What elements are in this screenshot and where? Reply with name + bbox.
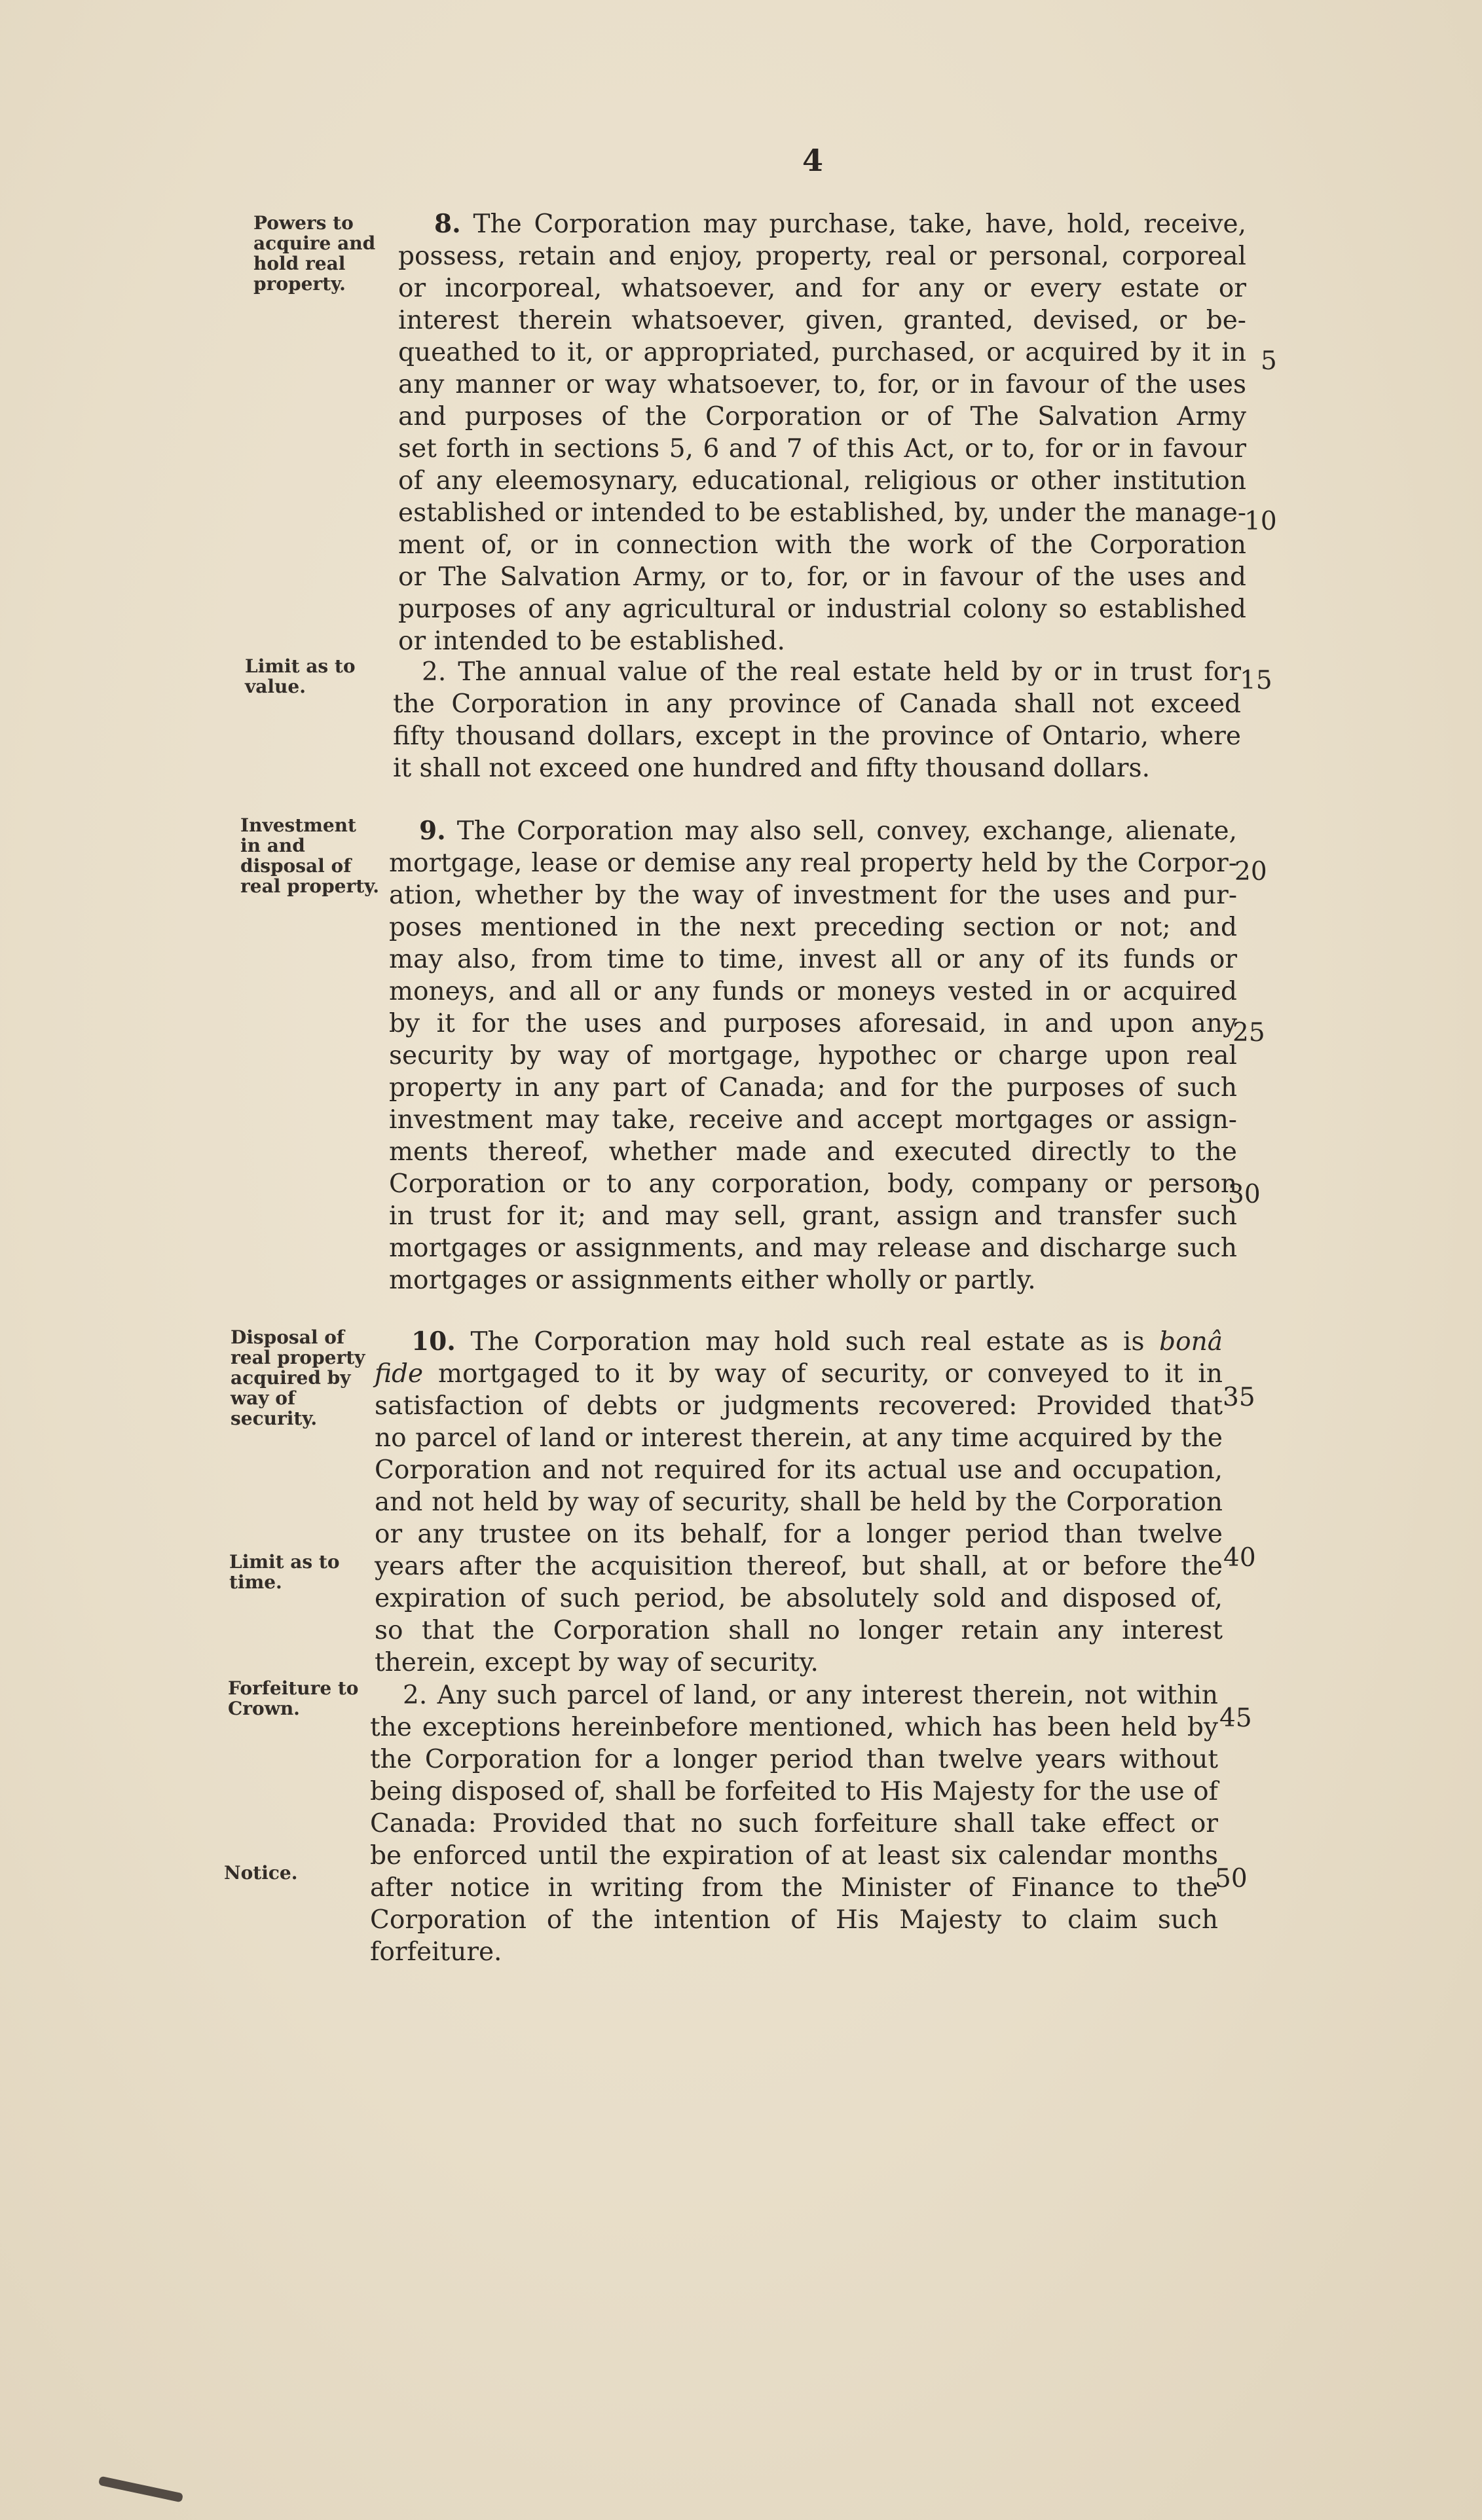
text-line: Corporation of the intention of His Majesty to claim such — [370, 1905, 1218, 1935]
text-line: ation, whether by the way of investment for the uses and pur- — [389, 881, 1237, 910]
text-line: and purposes of the Corporation or of The Salvation Army — [398, 402, 1246, 431]
text-line: queathed to it, or appropriated, purchased, or acquired by it in — [398, 338, 1246, 367]
text-line: fifty thousand dollars, except in the province of Ontario, where — [393, 721, 1241, 751]
text-line: established or intended to be established, by, under the manage- — [398, 498, 1246, 528]
text-line: set forth in sections 5, 6 and 7 of this Act, or to, for or in favour — [398, 434, 1246, 464]
line-number: 30 — [1228, 1180, 1261, 1209]
section-10-subsection-2 — [370, 1679, 1218, 1968]
line-number: 40 — [1223, 1543, 1256, 1573]
text-line — [375, 1326, 1223, 1358]
text-line: possess, retain and enjoy, property, real or personal, corporeal — [398, 242, 1246, 271]
section-number: 8. — [434, 209, 461, 239]
text-line: years after the acquisition thereof, but shall, at or before the — [375, 1552, 1223, 1581]
text-line: therein, except by way of security. — [375, 1648, 819, 1677]
section-number: 9. — [419, 816, 446, 846]
line-number: 10 — [1244, 507, 1277, 536]
line-text: mortgaged to it by way of security, or conveyed to it in — [423, 1359, 1223, 1389]
margin-note-limit-time: Limit as to time. — [229, 1551, 340, 1593]
margin-note-powers: Powers to acquire and hold real property. — [253, 212, 376, 295]
text-line — [389, 815, 1237, 847]
text-line: be enforced until the expiration of at least six calendar months — [370, 1841, 1218, 1871]
text-line: moneys, and all or any funds or moneys vested in or acquired — [389, 977, 1237, 1006]
margin-note-notice: Notice. — [224, 1862, 298, 1884]
line-text: The Corporation may also sell, convey, exchange, alienate, — [445, 816, 1237, 846]
text-line: it shall not exceed one hundred and fifty thousand dollars. — [393, 754, 1150, 783]
section-10 — [375, 1326, 1223, 1679]
section-9 — [389, 815, 1237, 1296]
text-line: mortgages or assignments either wholly or partly. — [389, 1266, 1036, 1295]
text-line: in trust for it; and may sell, grant, assign and transfer such — [389, 1201, 1237, 1231]
line-number: 20 — [1234, 857, 1267, 886]
text-line: interest therein whatsoever, given, granted, devised, or be- — [398, 306, 1246, 335]
text-line — [398, 208, 1246, 240]
text-line: the Corporation in any province of Canada shall not exceed — [393, 689, 1241, 719]
text-line: investment may take, receive and accept mortgages or assign- — [389, 1105, 1237, 1135]
text-line: ment of, or in connection with the work of the Corporation — [398, 530, 1246, 560]
text-line: poses mentioned in the next preceding section or not; and — [389, 913, 1237, 942]
text-line: 2. Any such parcel of land, or any interest therein, not within — [403, 1681, 1218, 1710]
text-line: so that the Corporation shall no longer retain any interest — [375, 1616, 1223, 1645]
section-8-subsection-2 — [393, 656, 1241, 784]
text-line: the Corporation for a longer period than twelve years without — [370, 1745, 1218, 1774]
text-line: expiration of such period, be absolutely sold and disposed of, — [375, 1584, 1223, 1613]
page-scuff-mark — [98, 2476, 183, 2503]
text-line: of any eleemosynary, educational, religious or other institution — [398, 466, 1246, 496]
text-line: any manner or way whatsoever, to, for, or in favour of the uses — [398, 370, 1246, 399]
line-number: 15 — [1240, 666, 1272, 695]
text-line: mortgage, lease or demise any real property held by the Corpor- — [389, 849, 1237, 878]
line-number: 5 — [1261, 346, 1277, 376]
text-line: Corporation or to any corporation, body, company or person — [389, 1169, 1237, 1199]
text-line: forfeiture. — [370, 1937, 502, 1967]
text-line: no parcel of land or interest therein, at any time acquired by the — [375, 1423, 1223, 1453]
text-line: and not held by way of security, shall be held by the Corporation — [375, 1488, 1223, 1517]
text-line: may also, from time to time, invest all or any of its funds or — [389, 945, 1237, 974]
line-text: The Corporation may purchase, take, have, hold, receive, — [460, 210, 1246, 239]
text-line: or The Salvation Army, or to, for, or in favour of the uses and — [398, 562, 1246, 592]
margin-note-investment: Investment in and disposal of real property. — [240, 814, 379, 897]
page-number: 4 — [802, 143, 824, 178]
section-8 — [398, 208, 1246, 657]
text-line — [375, 1358, 1223, 1390]
text-line: or intended to be established. — [398, 627, 785, 656]
text-line: or any trustee on its behalf, for a longer period than twelve — [375, 1520, 1223, 1549]
margin-note-forfeiture: Forfeiture to Crown. — [228, 1677, 359, 1719]
text-line: property in any part of Canada; and for the purposes of such — [389, 1073, 1237, 1103]
text-line: by it for the uses and purposes aforesaid, in and upon any — [389, 1009, 1237, 1038]
text-line: security by way of mortgage, hypothec or charge upon real — [389, 1041, 1237, 1070]
line-number: 25 — [1232, 1018, 1265, 1048]
margin-note-disposal: Disposal of real property acquired by way of security. — [231, 1326, 365, 1429]
text-line: Corporation and not required for its actual use and occupation, — [375, 1455, 1223, 1485]
text-line: 2. The annual value of the real estate held by or in trust for — [422, 657, 1241, 687]
section-number: 10. — [411, 1326, 456, 1357]
text-line: mortgages or assignments, and may release and discharge such — [389, 1233, 1237, 1263]
text-line: Canada: Provided that no such forfeiture shall take effect or — [370, 1809, 1218, 1838]
text-line: being disposed of, shall be forfeited to His Majesty for the use of — [370, 1777, 1218, 1806]
margin-note-limit-value: Limit as to value. — [245, 655, 356, 697]
line-text: The Corporation may hold such real estate as is — [455, 1327, 1160, 1357]
text-line: the exceptions hereinbefore mentioned, which has been held by — [370, 1713, 1218, 1742]
text-line: or incorporeal, whatsoever, and for any or every estate or — [398, 274, 1246, 303]
line-number: 45 — [1219, 1704, 1252, 1733]
italic-term: bonâ — [1159, 1327, 1223, 1357]
text-line: satisfaction of debts or judgments recovered: Provided that — [375, 1391, 1223, 1421]
line-number: 50 — [1215, 1864, 1248, 1893]
text-line: ments thereof, whether made and executed directly to the — [389, 1137, 1237, 1167]
line-number: 35 — [1223, 1383, 1255, 1412]
text-line: purposes of any agricultural or industrial colony so established — [398, 594, 1246, 624]
italic-term: fide — [375, 1359, 424, 1389]
text-line: after notice in writing from the Minister of Finance to the — [370, 1873, 1218, 1903]
